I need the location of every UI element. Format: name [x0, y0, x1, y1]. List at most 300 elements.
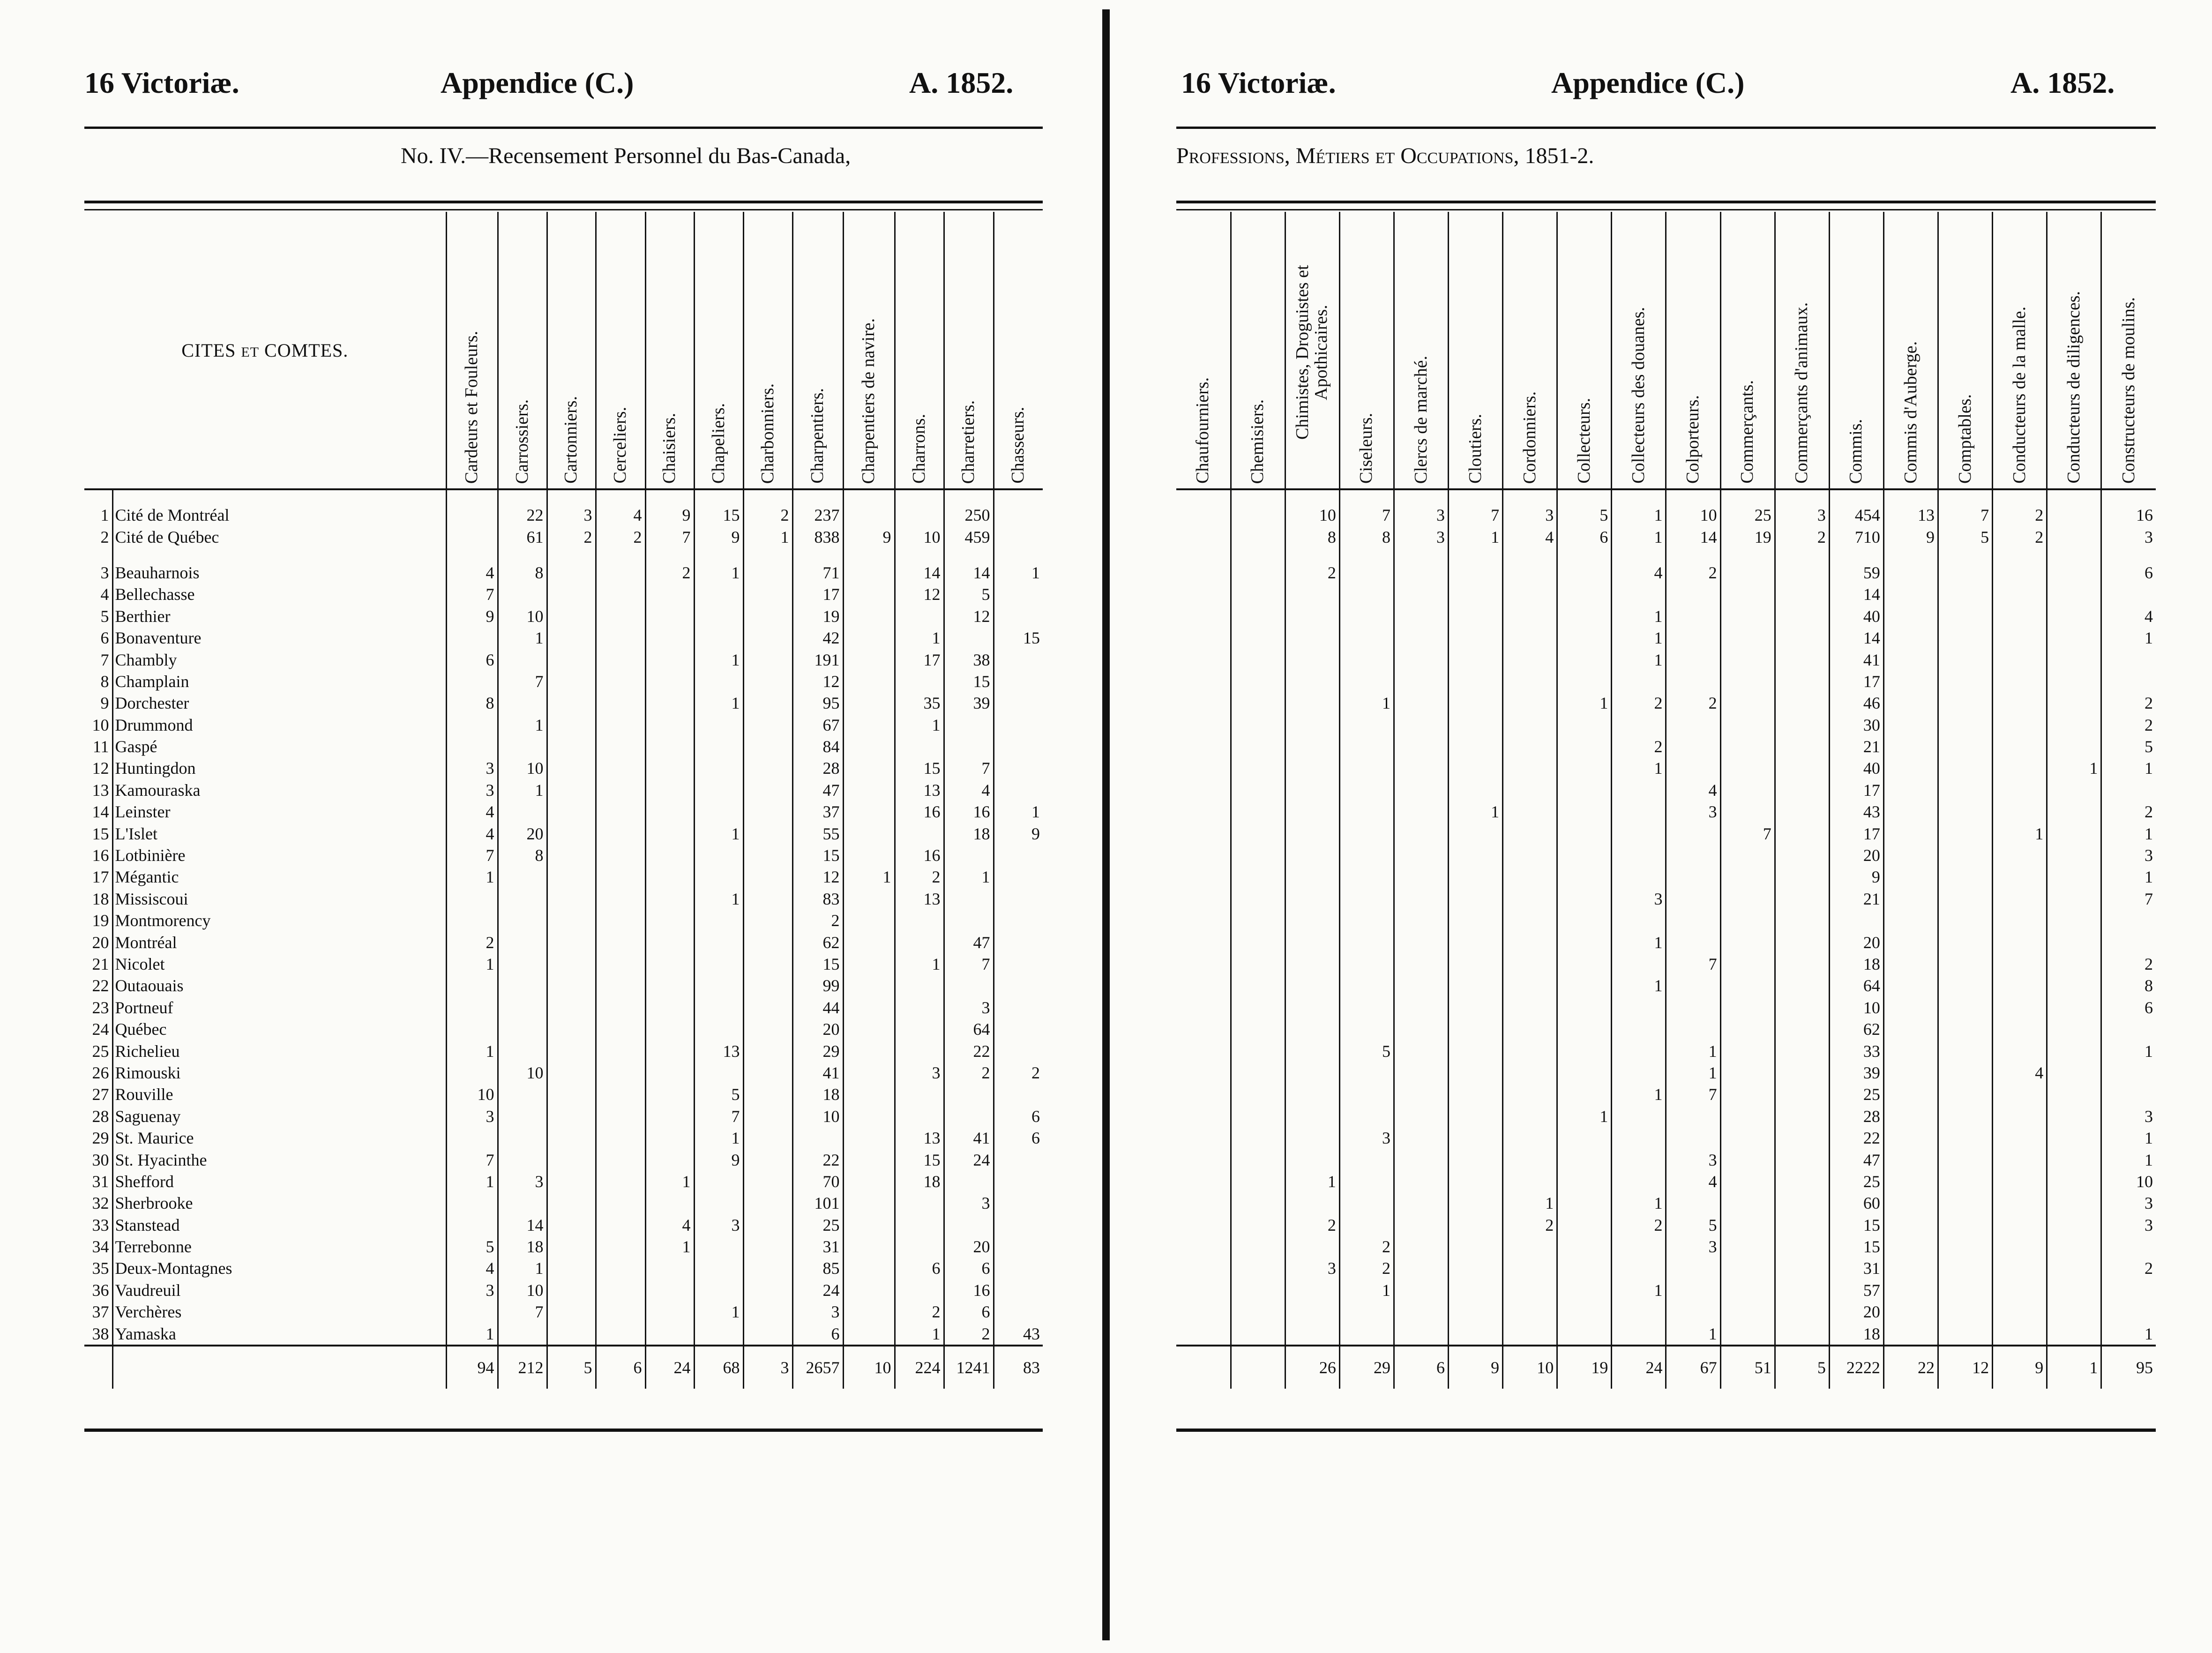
column-header-label: Commis.: [1846, 419, 1866, 484]
data-cell: 9: [694, 1149, 743, 1170]
table-row: [1176, 583, 2156, 605]
spacer-cell: [1612, 489, 1666, 504]
data-cell: 4: [446, 1257, 498, 1279]
data-cell: 14: [895, 562, 944, 583]
data-cell: [895, 997, 944, 1018]
data-cell: [1503, 888, 1557, 910]
data-cell: [1720, 801, 1775, 823]
data-cell: [596, 1149, 645, 1170]
data-cell: [1503, 1323, 1557, 1345]
data-cell: [1394, 953, 1448, 975]
data-cell: [843, 975, 895, 996]
data-cell: 3: [2101, 1192, 2156, 1214]
spacer-cell: [645, 489, 694, 504]
data-cell: [596, 1171, 645, 1192]
table-row: [1176, 975, 2156, 996]
data-cell: [694, 757, 743, 779]
data-cell: [1883, 997, 1938, 1018]
data-cell: [1394, 627, 1448, 649]
data-cell: [1394, 649, 1448, 670]
data-cell: [1285, 845, 1339, 866]
data-cell: [1503, 1106, 1557, 1127]
data-cell: [1557, 1127, 1612, 1149]
data-cell: [944, 975, 994, 996]
data-cell: [547, 714, 596, 736]
data-cell: [1231, 910, 1285, 931]
data-cell: 10: [2101, 1171, 2156, 1192]
data-cell: [1993, 845, 2047, 866]
data-cell: 3: [1394, 504, 1448, 526]
data-cell: [1993, 1323, 2047, 1345]
data-cell: 20: [1829, 1301, 1883, 1323]
data-cell: [498, 583, 547, 605]
data-cell: [2047, 526, 2101, 547]
running-head-left: 16 Victoriæ.: [1181, 66, 1336, 99]
data-cell: 3: [1503, 504, 1557, 526]
data-cell: [1231, 583, 1285, 605]
data-cell: 99: [792, 975, 843, 996]
data-cell: [843, 736, 895, 757]
data-cell: [1231, 779, 1285, 801]
data-cell: [1720, 1301, 1775, 1323]
data-cell: [1775, 953, 1829, 975]
data-cell: [1938, 779, 1993, 801]
data-cell: [1883, 1301, 1938, 1323]
data-cell: [1503, 562, 1557, 583]
data-cell: 16: [895, 845, 944, 866]
total-cell: 6: [596, 1346, 645, 1389]
data-cell: [994, 692, 1043, 714]
row-number: 29: [92, 1129, 109, 1148]
data-cell: [1557, 975, 1612, 996]
data-cell: [1503, 1040, 1557, 1062]
data-cell: [1285, 692, 1339, 714]
data-cell: [1720, 1236, 1775, 1257]
data-cell: [944, 910, 994, 931]
place-name: Deux-Montagnes: [112, 1257, 446, 1279]
data-cell: [743, 1323, 792, 1345]
data-cell: 15: [1829, 1214, 1883, 1236]
data-cell: [944, 1214, 994, 1236]
data-cell: [743, 1236, 792, 1257]
row-number: 1: [100, 506, 109, 525]
data-cell: [2047, 845, 2101, 866]
data-cell: [1449, 1323, 1503, 1345]
data-cell: [498, 801, 547, 823]
data-cell: [1339, 801, 1394, 823]
table-row: [1176, 757, 2156, 779]
data-cell: [2047, 504, 2101, 526]
data-cell: [1993, 757, 2047, 779]
data-cell: [1557, 649, 1612, 670]
data-cell: [2047, 1062, 2101, 1084]
data-cell: [1666, 583, 1720, 605]
total-cell: 10: [843, 1346, 895, 1389]
table-bottom-rule-right: [1176, 1429, 2156, 1432]
table-row: [1176, 1106, 2156, 1127]
data-cell: [1503, 606, 1557, 627]
data-cell: [1720, 845, 1775, 866]
data-cell: 5: [446, 1236, 498, 1257]
data-cell: [1394, 1018, 1448, 1040]
data-cell: [498, 1040, 547, 1062]
data-cell: [1285, 1192, 1339, 1214]
data-cell: [1449, 1018, 1503, 1040]
gap-cell: [596, 548, 645, 562]
data-cell: [743, 757, 792, 779]
row-number: 25: [92, 1041, 109, 1061]
data-cell: [1231, 1040, 1285, 1062]
data-cell: [1557, 736, 1612, 757]
data-cell: [1231, 1301, 1285, 1323]
row-number: 24: [92, 1020, 109, 1039]
row-number: 2: [100, 527, 109, 546]
data-cell: [1612, 1257, 1666, 1279]
data-cell: 33: [1829, 1040, 1883, 1062]
data-cell: 7: [1720, 823, 1775, 844]
data-cell: [1285, 975, 1339, 996]
data-cell: 1: [994, 801, 1043, 823]
data-cell: [2047, 1040, 2101, 1062]
data-cell: [944, 627, 994, 649]
data-cell: [1449, 606, 1503, 627]
data-cell: 2: [895, 866, 944, 888]
data-cell: [1666, 1257, 1720, 1279]
data-cell: 3: [1612, 888, 1666, 910]
data-cell: [1993, 583, 2047, 605]
data-cell: 3: [944, 997, 994, 1018]
data-cell: [1503, 1171, 1557, 1192]
data-cell: [1612, 1171, 1666, 1192]
data-cell: 4: [1612, 562, 1666, 583]
data-cell: [743, 692, 792, 714]
data-cell: [1666, 931, 1720, 953]
row-number: 22: [92, 976, 109, 995]
table-row: [1176, 888, 2156, 910]
data-cell: 1: [1612, 975, 1666, 996]
data-cell: 3: [446, 1106, 498, 1127]
gap-cell: [895, 548, 944, 562]
data-cell: [1938, 736, 1993, 757]
data-cell: [1666, 606, 1720, 627]
data-cell: [843, 1214, 895, 1236]
data-cell: [1449, 736, 1503, 757]
data-cell: 1: [446, 953, 498, 975]
data-cell: 1: [994, 562, 1043, 583]
data-cell: [1557, 1149, 1612, 1170]
data-cell: [994, 1149, 1043, 1170]
data-cell: [1449, 649, 1503, 670]
place-name: St. Hyacinthe: [112, 1149, 446, 1170]
data-cell: [2047, 1084, 2101, 1105]
data-cell: [843, 1149, 895, 1170]
data-cell: [1449, 823, 1503, 844]
column-header: [446, 212, 498, 489]
data-cell: [1176, 714, 1231, 736]
data-cell: 1: [895, 953, 944, 975]
data-cell: 1: [645, 1171, 694, 1192]
place-name: Leinster: [112, 801, 446, 823]
table-row: [84, 627, 1043, 649]
data-cell: [1775, 1192, 1829, 1214]
spacer-cell: [1775, 489, 1829, 504]
table-row: [84, 1257, 1043, 1279]
data-cell: [645, 1279, 694, 1301]
data-cell: [1176, 953, 1231, 975]
data-cell: [1883, 714, 1938, 736]
data-cell: 1: [1666, 1062, 1720, 1084]
data-cell: [1720, 1323, 1775, 1345]
data-cell: 13: [1883, 504, 1938, 526]
row-number: 32: [92, 1194, 109, 1213]
column-header: [1993, 212, 2047, 489]
data-cell: [1176, 1279, 1231, 1301]
data-cell: 14: [944, 562, 994, 583]
data-cell: [1883, 823, 1938, 844]
data-cell: [994, 1257, 1043, 1279]
data-cell: [743, 1257, 792, 1279]
total-cell: 5: [1775, 1346, 1829, 1389]
data-cell: [1612, 1062, 1666, 1084]
total-cell: 94: [446, 1346, 498, 1389]
data-cell: [1231, 757, 1285, 779]
data-cell: [1720, 1084, 1775, 1105]
data-cell: 7: [1666, 953, 1720, 975]
data-cell: [1231, 649, 1285, 670]
data-cell: [547, 1040, 596, 1062]
data-cell: [1720, 1149, 1775, 1170]
data-cell: [1339, 910, 1394, 931]
data-cell: 1: [645, 1236, 694, 1257]
data-cell: [743, 910, 792, 931]
data-cell: [1394, 975, 1448, 996]
data-cell: 3: [446, 757, 498, 779]
data-cell: 4: [1993, 1062, 2047, 1084]
table-row: [84, 1301, 1043, 1323]
spacer-cell: [1176, 489, 1231, 504]
data-cell: 22: [944, 1040, 994, 1062]
data-cell: [1394, 736, 1448, 757]
data-cell: [1339, 866, 1394, 888]
table-row: [1176, 504, 2156, 526]
data-cell: [1883, 1084, 1938, 1105]
data-cell: [1394, 692, 1448, 714]
data-cell: [694, 583, 743, 605]
data-cell: [1285, 757, 1339, 779]
data-cell: [944, 845, 994, 866]
data-cell: 1: [1612, 526, 1666, 547]
row-number: 12: [92, 759, 109, 778]
table-row: [1176, 526, 2156, 547]
data-cell: [843, 823, 895, 844]
row-number: 19: [92, 911, 109, 930]
data-cell: [843, 1084, 895, 1105]
data-cell: [1938, 910, 1993, 931]
data-cell: 19: [792, 606, 843, 627]
total-cell: 6: [1394, 1346, 1448, 1389]
data-cell: [1557, 953, 1612, 975]
data-cell: [1720, 997, 1775, 1018]
data-cell: 9: [446, 606, 498, 627]
data-cell: 83: [792, 888, 843, 910]
data-cell: [1775, 1323, 1829, 1345]
data-cell: [1285, 1040, 1339, 1062]
column-header-label: Cordonniers.: [1519, 391, 1539, 484]
data-cell: 4: [2101, 606, 2156, 627]
table-row: [1176, 910, 2156, 931]
data-cell: [743, 671, 792, 692]
data-cell: 44: [792, 997, 843, 1018]
data-cell: 64: [944, 1018, 994, 1040]
data-cell: 2: [1612, 1214, 1666, 1236]
data-cell: [1394, 779, 1448, 801]
data-cell: 2: [1666, 692, 1720, 714]
row-number: 18: [92, 889, 109, 908]
total-cell: 19: [1557, 1346, 1612, 1389]
data-cell: [895, 606, 944, 627]
data-cell: [645, 975, 694, 996]
data-cell: [2101, 671, 2156, 692]
data-cell: [547, 888, 596, 910]
data-cell: [1612, 1127, 1666, 1149]
gap-cell: [1339, 548, 1394, 562]
data-cell: 8: [498, 845, 547, 866]
data-cell: 1: [446, 1171, 498, 1192]
data-cell: [1339, 1062, 1394, 1084]
data-cell: 4: [446, 823, 498, 844]
data-cell: [743, 649, 792, 670]
data-cell: 250: [944, 504, 994, 526]
data-cell: 1: [694, 1301, 743, 1323]
data-cell: 1: [498, 779, 547, 801]
data-cell: [498, 975, 547, 996]
data-cell: [1449, 888, 1503, 910]
data-cell: 1: [446, 866, 498, 888]
data-cell: 20: [944, 1236, 994, 1257]
data-cell: [1938, 1018, 1993, 1040]
cities-heading-main: CITES: [181, 339, 236, 361]
data-cell: [1231, 1062, 1285, 1084]
data-cell: [944, 888, 994, 910]
data-cell: [843, 1192, 895, 1214]
data-cell: [843, 714, 895, 736]
data-cell: [498, 1192, 547, 1214]
spacer-cell: [1666, 489, 1720, 504]
data-cell: [1394, 562, 1448, 583]
data-cell: 10: [1666, 504, 1720, 526]
column-header-label: Cloutiers.: [1465, 414, 1485, 484]
data-cell: [446, 1018, 498, 1040]
data-cell: 18: [944, 823, 994, 844]
place-name: Nicolet: [112, 953, 446, 975]
column-header-label: Charpentiers.: [807, 388, 828, 484]
data-cell: [944, 736, 994, 757]
data-cell: 17: [1829, 823, 1883, 844]
data-cell: [547, 757, 596, 779]
data-cell: [596, 1279, 645, 1301]
total-cell: [1231, 1346, 1285, 1389]
data-cell: 24: [944, 1149, 994, 1170]
row-number: 27: [92, 1085, 109, 1104]
data-cell: 20: [792, 1018, 843, 1040]
data-cell: 4: [446, 562, 498, 583]
data-cell: [1449, 757, 1503, 779]
gap-cell: [843, 548, 895, 562]
data-cell: [843, 1236, 895, 1257]
data-cell: [1993, 1301, 2047, 1323]
data-cell: [1176, 692, 1231, 714]
spacer-cell: [112, 489, 446, 504]
spacer-cell: [1557, 489, 1612, 504]
table-row: [84, 714, 1043, 736]
data-cell: [994, 606, 1043, 627]
data-cell: [1503, 1236, 1557, 1257]
spacer-cell: [446, 489, 498, 504]
data-cell: 25: [1829, 1171, 1883, 1192]
table-row: [1176, 562, 2156, 583]
table-row: [84, 1127, 1043, 1149]
column-header-label: Clercs de marché.: [1411, 355, 1431, 484]
column-header-label: Chasseurs.: [1008, 407, 1028, 484]
data-cell: 4: [596, 504, 645, 526]
data-cell: [1938, 627, 1993, 649]
place-name: Québec: [112, 1018, 446, 1040]
data-cell: 18: [1829, 1323, 1883, 1345]
data-cell: [2047, 1301, 2101, 1323]
data-cell: 2: [446, 931, 498, 953]
data-cell: [994, 931, 1043, 953]
data-cell: [2047, 975, 2101, 996]
data-cell: [843, 504, 895, 526]
data-cell: [1394, 1171, 1448, 1192]
data-cell: 10: [895, 526, 944, 547]
column-header-label: Conducteurs de la malle.: [2009, 307, 2029, 484]
total-cell: 51: [1720, 1346, 1775, 1389]
data-cell: [1993, 1214, 2047, 1236]
data-cell: [1285, 606, 1339, 627]
data-cell: [1883, 1279, 1938, 1301]
data-cell: [1503, 1301, 1557, 1323]
data-cell: [694, 627, 743, 649]
data-cell: [1503, 931, 1557, 953]
column-header-label: Chemisiers.: [1248, 399, 1268, 484]
data-cell: [596, 931, 645, 953]
data-cell: [843, 671, 895, 692]
data-cell: [1339, 845, 1394, 866]
data-cell: [2047, 779, 2101, 801]
data-cell: 2: [1612, 736, 1666, 757]
running-head-right: A. 1852.: [2010, 66, 2115, 99]
data-cell: [994, 1018, 1043, 1040]
data-cell: [1394, 931, 1448, 953]
data-cell: 2: [1285, 562, 1339, 583]
data-cell: [446, 736, 498, 757]
data-cell: [1938, 1301, 1993, 1323]
data-cell: [1339, 1149, 1394, 1170]
data-cell: [743, 1062, 792, 1084]
data-cell: [1503, 1018, 1557, 1040]
table-row: [84, 1149, 1043, 1170]
row-number: 21: [92, 955, 109, 973]
data-cell: 1: [694, 1127, 743, 1149]
data-cell: [1775, 823, 1829, 844]
place-name: Berthier: [112, 606, 446, 627]
data-cell: [1993, 671, 2047, 692]
data-cell: 22: [498, 504, 547, 526]
data-cell: [446, 526, 498, 547]
data-cell: [843, 931, 895, 953]
data-cell: 10: [1285, 504, 1339, 526]
